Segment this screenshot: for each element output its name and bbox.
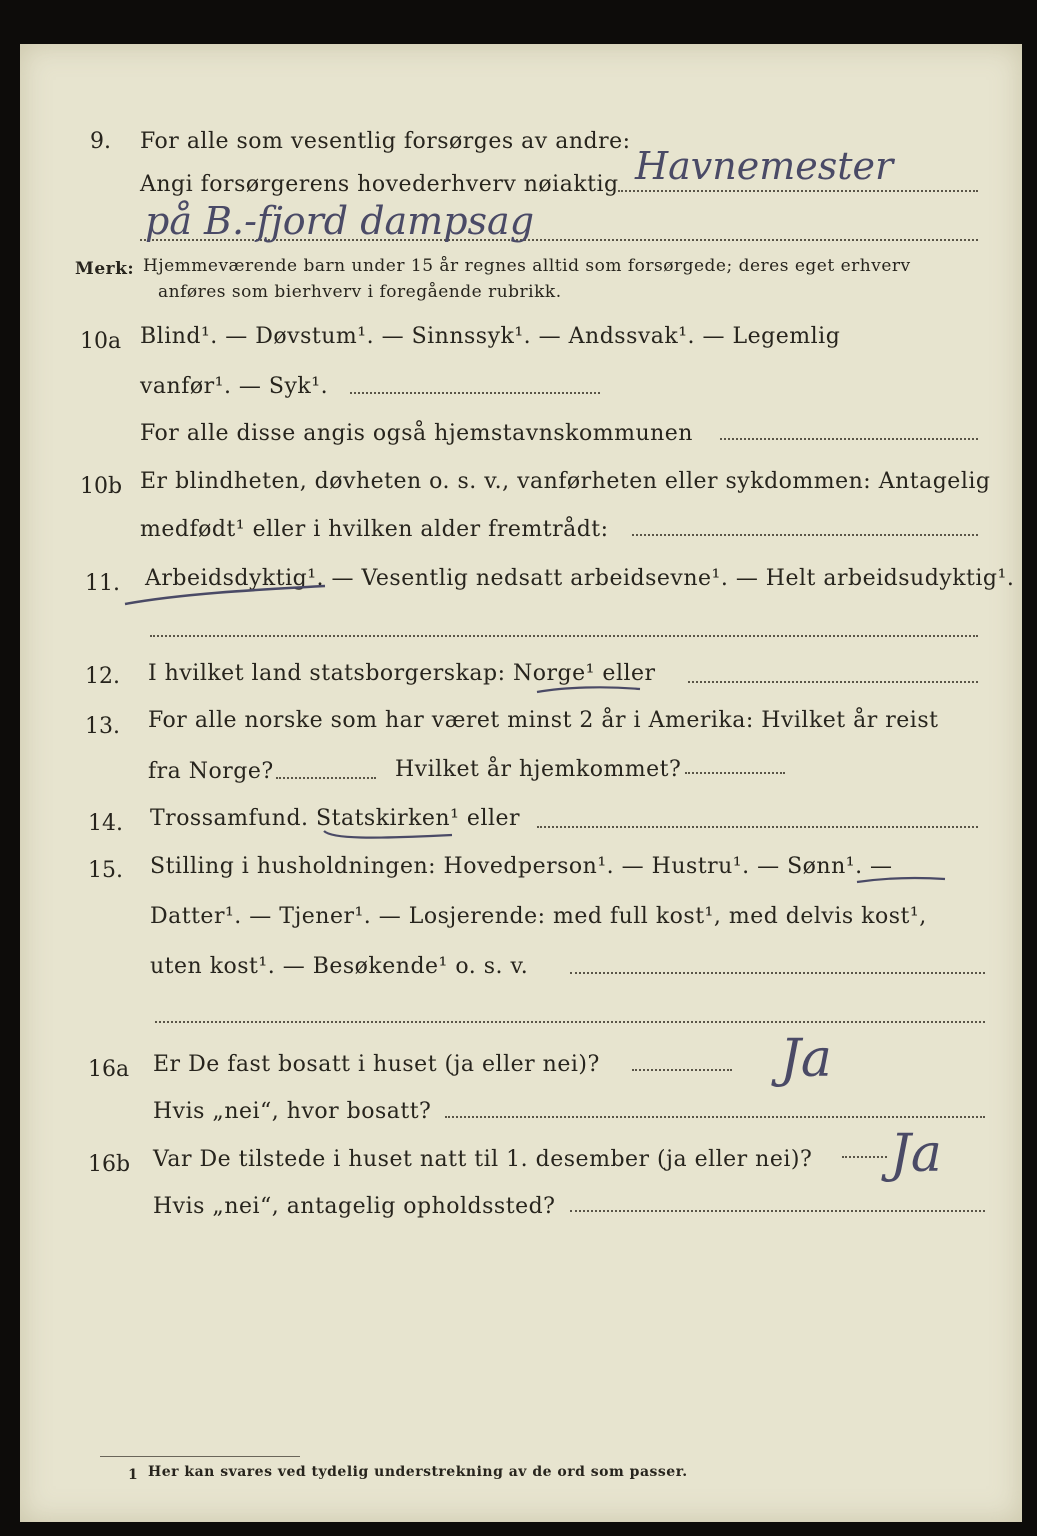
q9-number: 9. [90,129,111,154]
q15-answer-line1 [570,972,985,974]
q16a-answer-line2 [445,1116,985,1118]
q12-number: 12. [85,664,120,689]
q10b-line1: Er blindheten, døvheten o. s. v., vanførheten eller sykdommen: Antagelig [140,469,991,494]
q10a-line3: For alle disse angis også hjemstavnskommunen [140,421,693,446]
q9-handwritten-workplace: på B.-fjord dampsag [145,199,535,243]
q9-line2: Angi forsørgerens hovederhverv nøiaktig [140,172,619,197]
q14-underline-stroke [322,827,457,843]
q9-handwritten-occupation: Havnemester [635,144,894,188]
merk-line1: Hjemmeværende barn under 15 år regnes alltid som forsørgede; deres eget erhverv [143,256,911,276]
census-form-page [20,44,1022,1522]
q14-answer-line [537,826,978,828]
q11-answer-line [150,635,978,637]
q15-number: 15. [88,858,123,883]
q10b-line2: medfødt¹ eller i hvilken alder fremtrådt: [140,517,609,542]
q10b-number: 10b [80,474,123,499]
q10a-number: 10a [80,329,122,354]
q16b-handwritten-answer: Ja [890,1124,942,1184]
q12-line1: I hvilket land statsborgerskap: Norge¹ eller [148,661,656,686]
q9-line1: For alle som vesentlig forsørges av andre: [140,129,631,154]
q15-line1: Stilling i husholdningen: Hovedperson¹. — Hustru¹. — Sønn¹. — [150,854,893,879]
q16b-answer-line2 [570,1210,985,1212]
q16b-line1: Var De tilstede i huset natt til 1. desember (ja eller nei)? [153,1147,813,1172]
q10a-line2: vanfør¹. — Syk¹. [140,374,329,399]
q16a-line1: Er De fast bosatt i huset (ja eller nei)? [153,1052,600,1077]
q16b-number: 16b [88,1152,131,1177]
q10a-line1: Blind¹. — Døvstum¹. — Sinnssyk¹. — Andssvak¹. — Legemlig [140,324,841,349]
q12-answer-line [688,681,978,683]
q13-line2a: fra Norge? [148,759,274,784]
q10a-answer-line1 [350,392,600,394]
q9-answer-line1 [618,190,978,192]
q12-underline-stroke [535,684,645,698]
q16b-line2: Hvis „nei“, antagelig opholdssted? [153,1194,556,1219]
q13-answer-line2 [685,772,785,774]
q13-line2b: Hvilket år hjemkommet? [395,757,682,782]
q16a-line2: Hvis „nei“, hvor bosatt? [153,1099,432,1124]
q13-line1: For alle norske som har været minst 2 år i Amerika: Hvilket år reist [148,708,939,733]
merk-line2: anføres som bierhverv i foregående rubrikk. [158,282,562,302]
q14-line1: Trossamfund. Statskirken¹ eller [150,806,521,831]
merk-label: Merk: [75,259,135,279]
q16a-number: 16a [88,1057,130,1082]
q16a-handwritten-answer: Ja [780,1029,832,1089]
q15-line3: uten kost¹. — Besøkende¹ o. s. v. [150,954,529,979]
q10b-answer-line [632,534,978,536]
footnote-text: Her kan svares ved tydelig understrekning av de ord som passer. [148,1464,688,1480]
q13-number: 13. [85,714,120,739]
q16b-answer-line1 [842,1156,887,1158]
q11-underline-stroke [120,582,330,612]
q15-answer-line2 [155,1021,985,1023]
q10a-answer-line2 [720,438,978,440]
q13-answer-line1 [276,777,376,779]
footnote-rule [100,1456,300,1457]
q14-number: 14. [88,811,123,836]
q11-line1: Arbeidsdyktig¹. — Vesentlig nedsatt arbeidsevne¹. — Helt arbeidsudyktig¹. [145,566,1015,591]
q11-number: 11. [85,571,120,596]
q15-underline-stroke [855,874,950,888]
q16a-answer-line1 [632,1069,732,1071]
footnote-marker: 1 [128,1467,139,1483]
q15-line2: Datter¹. — Tjener¹. — Losjerende: med full kost¹, med delvis kost¹, [150,904,927,929]
